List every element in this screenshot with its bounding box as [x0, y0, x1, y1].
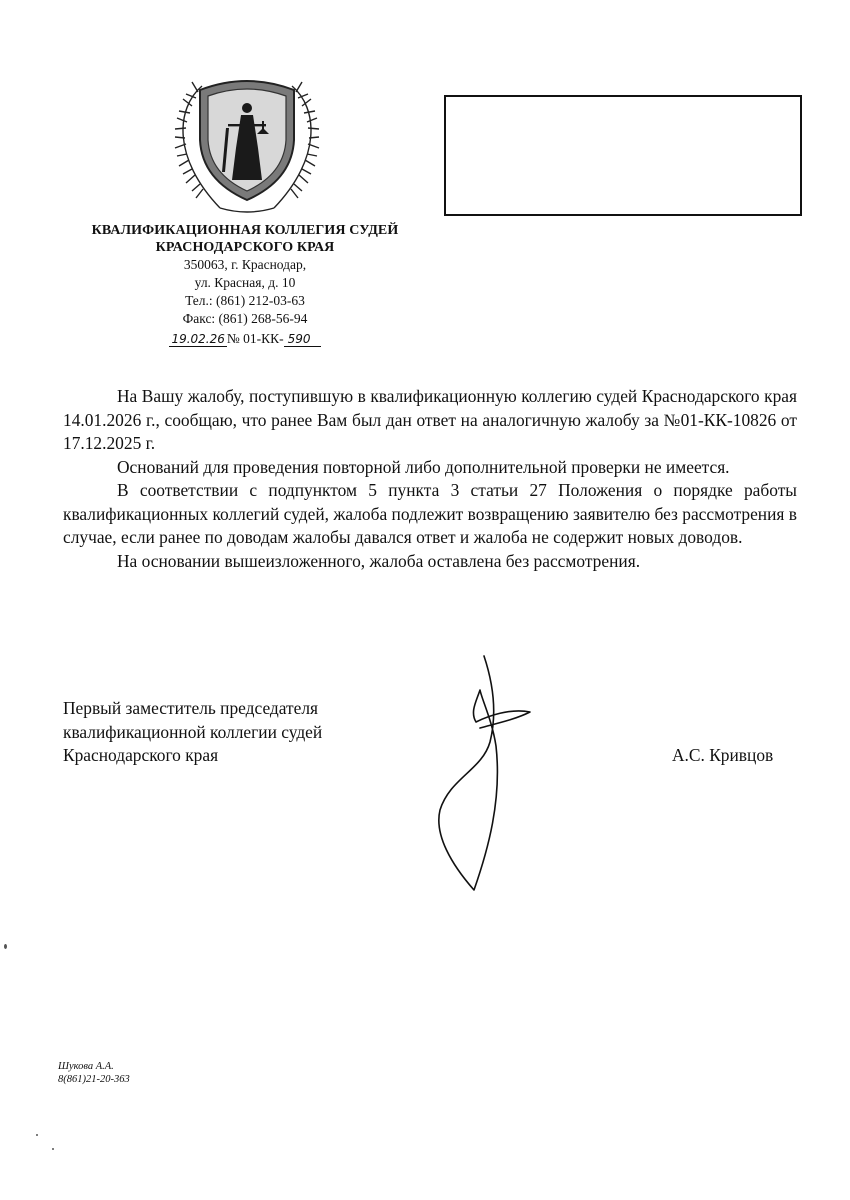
executor-name: Шукова А.А.: [58, 1061, 114, 1072]
fax-line: Факс: (861) 268-56-94: [182, 311, 308, 326]
phone-line: Тел.: (861) 212-03-63: [185, 293, 305, 308]
body-paragraph: В соответствии с подпунктом 5 пункта 3 статьи 27 Положения о порядке работы квалификационных коллегий судей, жалоба подлежит возвращению заявителю без рассмотрения в случае, если ранее по доводам жалобы давался ответ и жалоба не содержит новых доводов.: [63, 480, 797, 547]
executor-phone: 8(861)21-20-363: [58, 1074, 130, 1085]
org-name-line2: КРАСНОДАРСКОГО КРАЯ: [155, 240, 335, 255]
registration-date: 19.02.26: [171, 332, 225, 346]
registration-prefix: № 01-КК-: [226, 331, 284, 346]
scan-speck: [4, 944, 7, 949]
handwritten-signature: [430, 650, 540, 895]
signer-title-line3: Краснодарского края: [63, 745, 219, 765]
signer-title-line1: Первый заместитель председателя: [63, 698, 319, 718]
body-paragraph: На Вашу жалобу, поступившую в квалификационную коллегию судей Краснодарского края 14.01.2026 г., сообщаю, что ранее Вам был дан ответ на аналогичную жалобу за №01-КК-10826 от 17.12.2025 г.: [63, 386, 797, 453]
body-paragraph: На основании вышеизложенного, жалоба оставлена без рассмотрения.: [117, 550, 641, 571]
addressee-box: [444, 95, 802, 216]
signer-name: А.С. Кривцов: [672, 745, 774, 765]
court-emblem-logo: [162, 68, 332, 218]
registration-line: [169, 330, 320, 348]
body-paragraph: Оснований для проведения повторной либо дополнительной проверки не имеется.: [117, 456, 730, 477]
address-line1: 350063, г. Краснодар,: [183, 257, 307, 272]
scan-speck: [36, 1134, 38, 1136]
org-name-line1: КВАЛИФИКАЦИОННАЯ КОЛЛЕГИЯ СУДЕЙ: [91, 223, 399, 238]
letter-body: [63, 385, 797, 573]
signer-title: [63, 697, 322, 768]
address-line2: ул. Красная, д. 10: [194, 275, 296, 290]
executor-info: [58, 1060, 130, 1086]
scan-speck: [52, 1148, 54, 1150]
registration-number: 590: [284, 332, 321, 347]
signer-title-line2: квалификационной коллегии судей: [63, 721, 323, 742]
organization-header: [60, 222, 430, 348]
